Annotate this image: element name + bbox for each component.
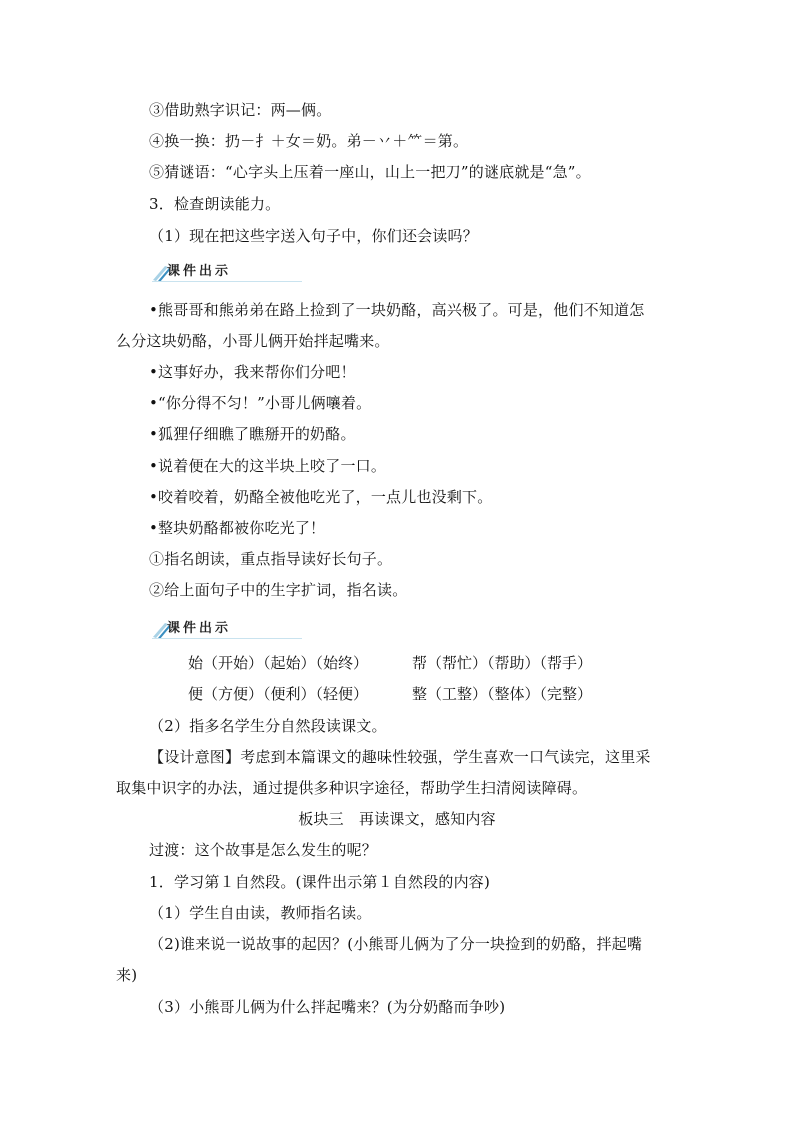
vocab-item: 便（方便）（便利）（轻便） bbox=[188, 685, 369, 703]
text-line-continued: 来) bbox=[116, 966, 138, 984]
callout-underline bbox=[152, 281, 302, 282]
sentence-item: •整块奶酪都被你吃光了！ bbox=[149, 519, 326, 537]
text-line: ④换一换：扔－扌＋女＝奶。弟－丷＋⺮＝第。 bbox=[149, 132, 469, 150]
vocab-item: 整（工整）（整体）（完整） bbox=[412, 685, 593, 703]
text-line: （1）现在把这些字送入句子中，你们还会读吗？ bbox=[149, 227, 478, 245]
text-line: 过渡：这个故事是怎么发生的呢？ bbox=[149, 841, 378, 859]
design-intent-continued: 取集中识字的办法，通过提供多种识字途径，帮助学生扫清阅读障碍。 bbox=[116, 779, 588, 797]
text-line: ⑤猜谜语：“心字头上压着一座山，山上一把刀”的谜底就是“急”。 bbox=[149, 163, 591, 181]
text-line: （2)谁来说一说故事的起因？(小熊哥儿俩为了分一块捡到的奶酪，拌起嘴 bbox=[149, 935, 643, 953]
vocab-item: 帮（帮忙）（帮助）（帮手） bbox=[412, 654, 593, 672]
sentence-item-continued: 么分这块奶酪，小哥儿俩开始拌起嘴来。 bbox=[116, 332, 390, 350]
sentence-item: •这事好办，我来帮你们分吧！ bbox=[149, 363, 356, 381]
step-heading: 3．检查朗读能力。 bbox=[149, 195, 281, 213]
design-intent: 【设计意图】考虑到本篇课文的趣味性较强，学生喜欢一口气读完，这里采 bbox=[149, 748, 651, 766]
courseware-callout bbox=[150, 261, 310, 283]
sentence-item: •咬着咬着，奶酪全被他吃光了，一点儿也没剩下。 bbox=[149, 488, 493, 506]
text-line: ②给上面句子中的生字扩词，指名读。 bbox=[149, 581, 408, 599]
section-heading: 板块三 再读课文，感知内容 bbox=[298, 810, 496, 828]
text-line: ③借助熟字识记：两—俩。 bbox=[149, 101, 332, 119]
sentence-item: •熊哥哥和熊弟弟在路上捡到了一块奶酪，高兴极了。可是，他们不知道怎 bbox=[149, 301, 645, 319]
callout-underline bbox=[152, 638, 302, 639]
vocab-item: 始（开始）（起始）（始终） bbox=[188, 654, 369, 672]
sentence-item: •说着便在大的这半块上咬了一口。 bbox=[149, 457, 387, 475]
text-line: （1）学生自由读，教师指名读。 bbox=[149, 904, 372, 922]
text-line: （3）小熊哥儿俩为什么拌起嘴来？(为分奶酪而争吵) bbox=[149, 998, 506, 1016]
text-line: （2）指多名学生分自然段读课文。 bbox=[149, 717, 387, 735]
text-line: ①指名朗读，重点指导读好长句子。 bbox=[149, 550, 393, 568]
callout-label: 课件出示 bbox=[167, 621, 232, 636]
courseware-callout bbox=[150, 618, 310, 640]
step-heading: 1．学习第１自然段。(课件出示第１自然段的内容) bbox=[149, 873, 491, 891]
callout-label: 课件出示 bbox=[167, 264, 232, 279]
sentence-item: •狐狸仔细瞧了瞧掰开的奶酪。 bbox=[149, 425, 356, 443]
sentence-item: •“你分得不匀！”小哥儿俩嚷着。 bbox=[149, 394, 372, 412]
